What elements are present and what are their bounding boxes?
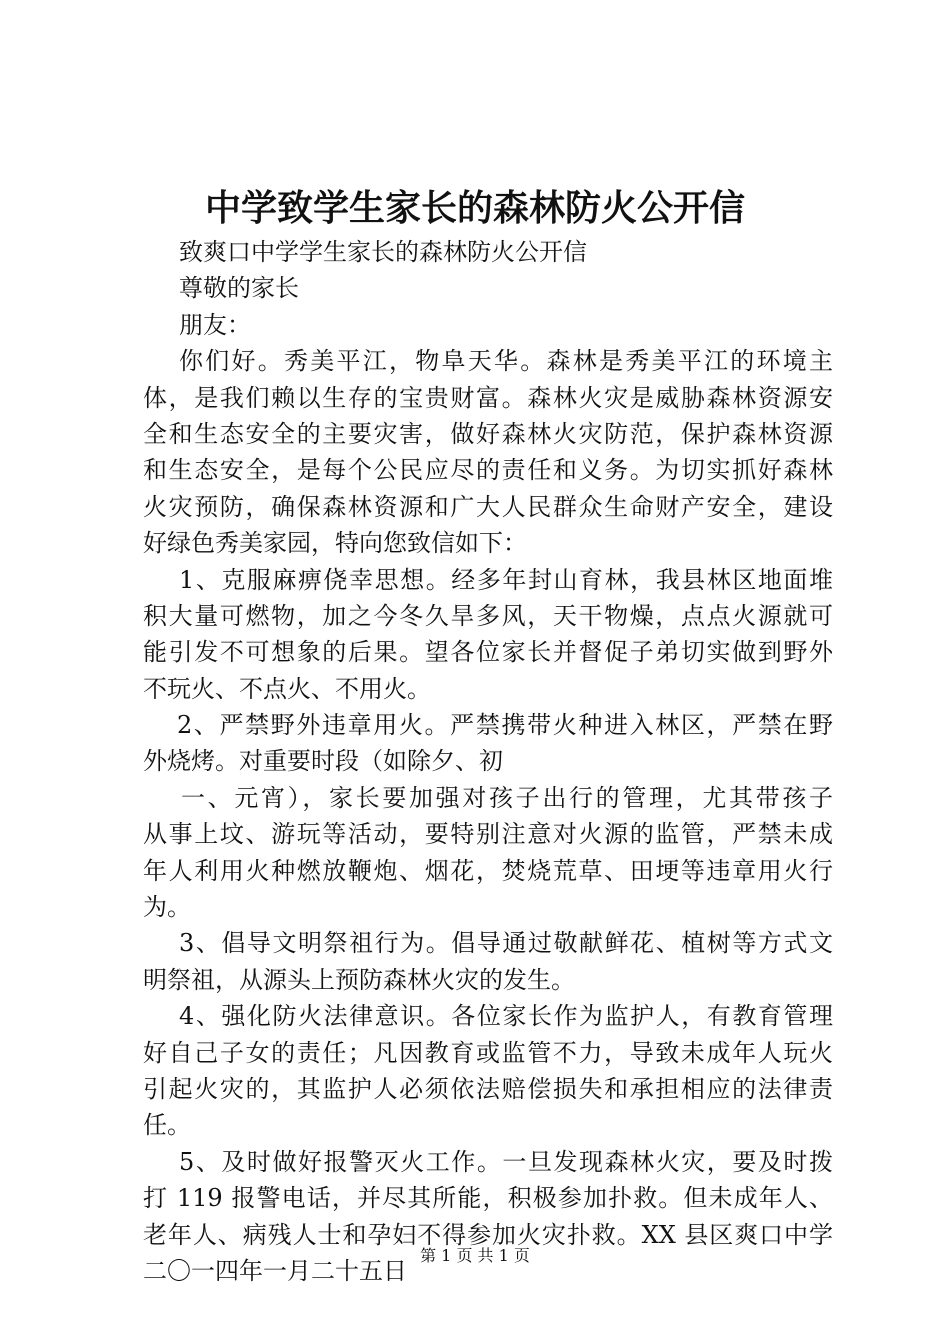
item-2-line: 2、严禁野外违章用火。严禁携带火种进入林区，严禁在野: [177, 711, 833, 740]
paragraph-line: 和生态安全，是每个公民应尽的责任和义务。为切实抓好森林: [143, 456, 833, 485]
item-5-line: 老年人、病残人士和孕妇不得参加火灾扑救。XX 县区爽口中学: [143, 1220, 833, 1249]
item-2-line: 一、元宵），家长要加强对孩子出行的管理，尤其带孩子: [181, 783, 833, 812]
letter-body: [143, 234, 833, 1289]
page-title: 中学致学生家长的森林防火公开信: [204, 188, 745, 229]
paragraph-line: 你们好。秀美平江，物阜天华。森林是秀美平江的环境主: [179, 347, 833, 376]
salutation-continued: 朋友：: [179, 310, 251, 339]
item-3-line: 3、倡导文明祭祖行为。倡导通过敬献鲜花、植树等方式文: [179, 929, 833, 958]
item-4-line: 好自己子女的责任；凡因教育或监管不力，导致未成年人玩火: [143, 1038, 833, 1067]
item-2-line: 为。: [143, 893, 191, 922]
page-footer: 第 1 页 共 1 页: [420, 1246, 530, 1265]
item-1-line: 1、克服麻痹侥幸思想。经多年封山育林，我县林区地面堆: [179, 565, 833, 594]
letter-heading: 致爽口中学学生家长的森林防火公开信: [179, 238, 587, 266]
item-1-line: 积大量可燃物，加之今冬久旱多风，天干物燥，点点火源就可: [143, 601, 833, 630]
item-1-line: 不玩火、不点火、不用火。: [143, 674, 431, 703]
salutation: 尊敬的家长: [179, 274, 299, 303]
item-5-line: 打 119 报警电话，并尽其所能，积极参加扑救。但未成年人、: [143, 1184, 833, 1213]
item-2-line: 外烧烤。对重要时段（如除夕、初: [143, 747, 503, 776]
item-4-line: 任。: [143, 1111, 191, 1140]
paragraph-line: 好绿色秀美家园，特向您致信如下：: [143, 529, 527, 558]
item-2-line: 年人利用火种燃放鞭炮、烟花，焚烧荒草、田埂等违章用火行: [143, 856, 833, 885]
paragraph-line: 火灾预防，确保森林资源和广大人民群众生命财产安全，建设: [143, 492, 833, 521]
paragraph-line: 体，是我们赖以生存的宝贵财富。森林火灾是威胁森林资源安: [143, 383, 833, 412]
item-4-line: 4、强化防火法律意识。各位家长作为监护人，有教育管理: [179, 1002, 833, 1031]
letter-date: 二〇一四年一月二十五日: [143, 1256, 407, 1285]
item-4-line: 引起火灾的，其监护人必须依法赔偿损失和承担相应的法律责: [143, 1074, 833, 1103]
item-2-line: 从事上坟、游玩等活动，要特别注意对火源的监管，严禁未成: [143, 820, 833, 849]
item-3-line: 明祭祖，从源头上预防森林火灾的发生。: [143, 965, 575, 994]
paragraph-line: 全和生态安全的主要灾害，做好森林火灾防范，保护森林资源: [143, 419, 833, 448]
item-5-line: 5、及时做好报警灭火工作。一旦发现森林火灾，要及时拨: [179, 1147, 833, 1176]
item-1-line: 能引发不可想象的后果。望各位家长并督促子弟切实做到野外: [143, 638, 833, 667]
